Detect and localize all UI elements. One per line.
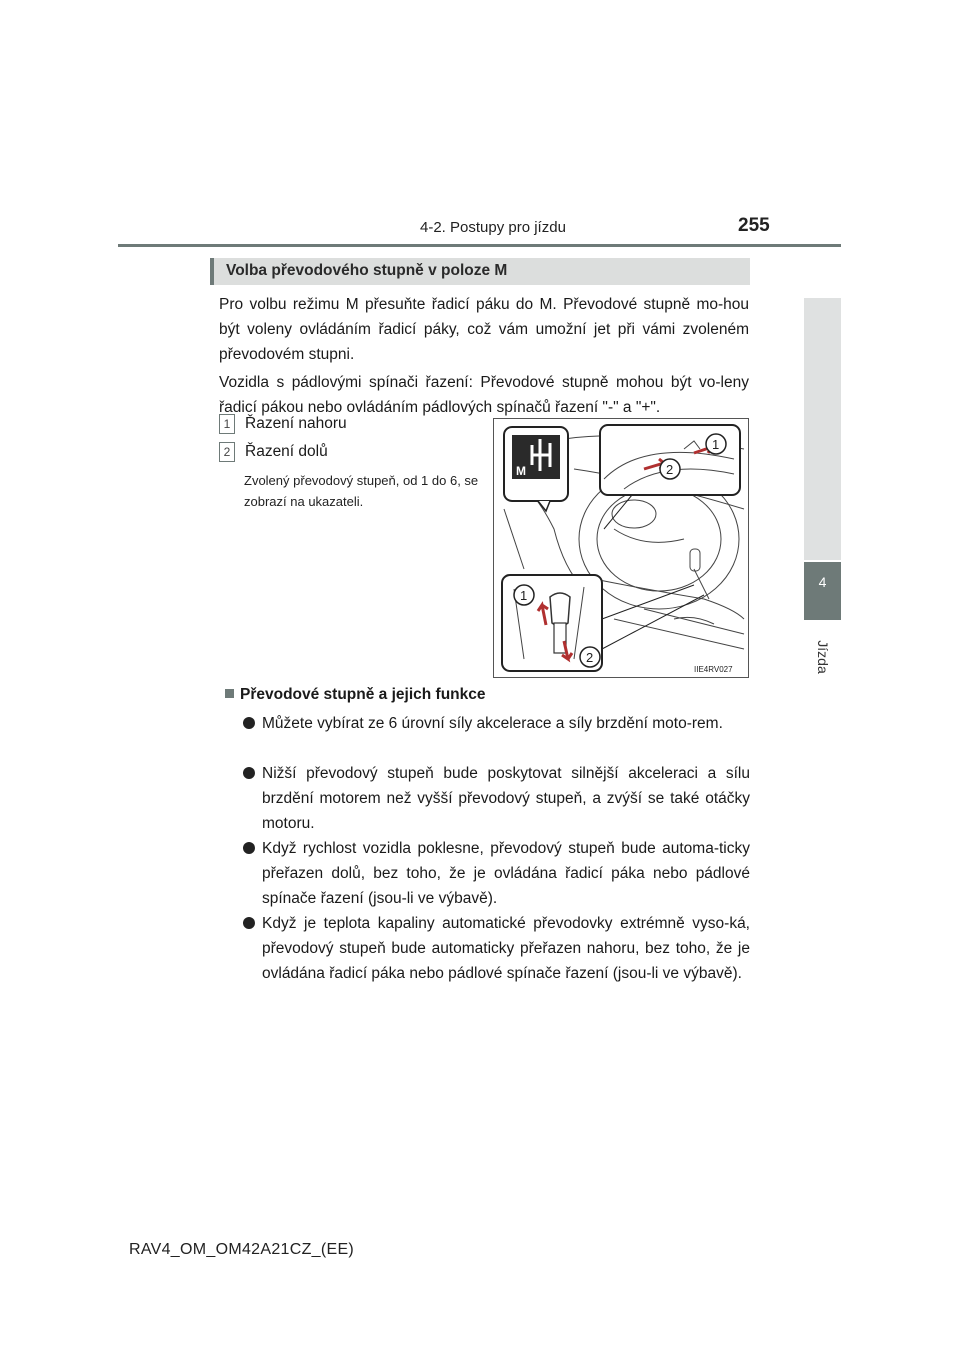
- bullet-item: [243, 911, 750, 986]
- bullet-item: [243, 761, 750, 836]
- chapter-label-tab: [804, 622, 841, 692]
- bullet-text: Když rychlost vozidla poklesne, převodový stupeň bude automa-ticky přeřazen dolů, bez toho, že je ovládána řadicí páka nebo pádlové spínače řazení (jsou-li ve výbavě).: [262, 840, 750, 907]
- bullet-dot-icon: [243, 842, 255, 854]
- bullet-item: [243, 836, 750, 911]
- bullet-dot-icon: [243, 767, 255, 779]
- callout-upshift: [219, 414, 347, 434]
- chapter-number-tab: [804, 562, 841, 620]
- figure-label-upper-1: 1: [712, 437, 720, 452]
- section-heading-bar: [210, 258, 750, 285]
- paragraph-2: Vozidla s pádlovými spínači řazení: Převodové stupně mohou být vo-leny řadicí pákou nebo ovládáním pádlových spínačů řazení "-" a "+".: [219, 374, 749, 416]
- section-title: Volba převodového stupně v poloze M: [226, 262, 508, 279]
- subsection-heading: [225, 686, 486, 704]
- header-section-title: 4-2. Postupy pro jízdu: [420, 219, 566, 236]
- header-rule: [118, 244, 841, 247]
- bullet-item: [243, 711, 750, 736]
- bullet-text: Nižší převodový stupeň bude poskytovat silnější akceleraci a sílu brzdění motorem než vyšší převodový stupeň, a zvýší se také otáčky motoru.: [262, 765, 750, 832]
- callout-note: Zvolený převodový stupeň, od 1 do 6, se zobrazí na ukazateli.: [244, 473, 479, 509]
- figure-code: IIE4RV027: [694, 665, 733, 674]
- display-letter: M: [516, 464, 526, 478]
- subsection-title: Převodové stupně a jejich funkce: [240, 686, 486, 703]
- figure-label-lower-1: 1: [520, 588, 528, 603]
- chapter-number: 4: [818, 574, 827, 590]
- shift-lever-illustration: [493, 418, 749, 678]
- bullet-text: Můžete vybírat ze 6 úrovní síly akcelerace a síly brzdění moto-rem.: [262, 715, 723, 732]
- paragraph-1: Pro volbu režimu M přesuňte řadicí páku do M. Převodové stupně mo-hou být voleny ovládáním řadicí páky, což vám umožní jet při vámi zvoleném převodovém stupni.: [219, 296, 749, 363]
- callout-number-box: 1: [219, 414, 235, 434]
- page-number: 255: [738, 215, 770, 236]
- document-code-footer: RAV4_OM_OM42A21CZ_(EE): [129, 1241, 355, 1258]
- callout-label: Řazení dolů: [245, 443, 328, 461]
- bullet-text: Když je teplota kapaliny automatické převodovky extrémně vyso-ká, převodový stupeň bude automaticky přeřazen nahoru, bez toho, že je ovládána řadicí páka nebo pádlové spínače řazení (jsou-li ve výbavě).: [262, 915, 750, 982]
- bullet-dot-icon: [243, 917, 255, 929]
- callout-downshift: [219, 442, 328, 462]
- bullet-dot-icon: [243, 717, 255, 729]
- side-tab-strip: [804, 298, 841, 560]
- illustration-drawing: [494, 419, 748, 677]
- figure-label-upper-2: 2: [666, 462, 674, 477]
- figure-label-lower-2: 2: [586, 650, 594, 665]
- chapter-label: Jízda: [814, 640, 831, 674]
- square-bullet-icon: [225, 689, 234, 698]
- callout-number-box: 2: [219, 442, 235, 462]
- callout-label: Řazení nahoru: [245, 415, 347, 433]
